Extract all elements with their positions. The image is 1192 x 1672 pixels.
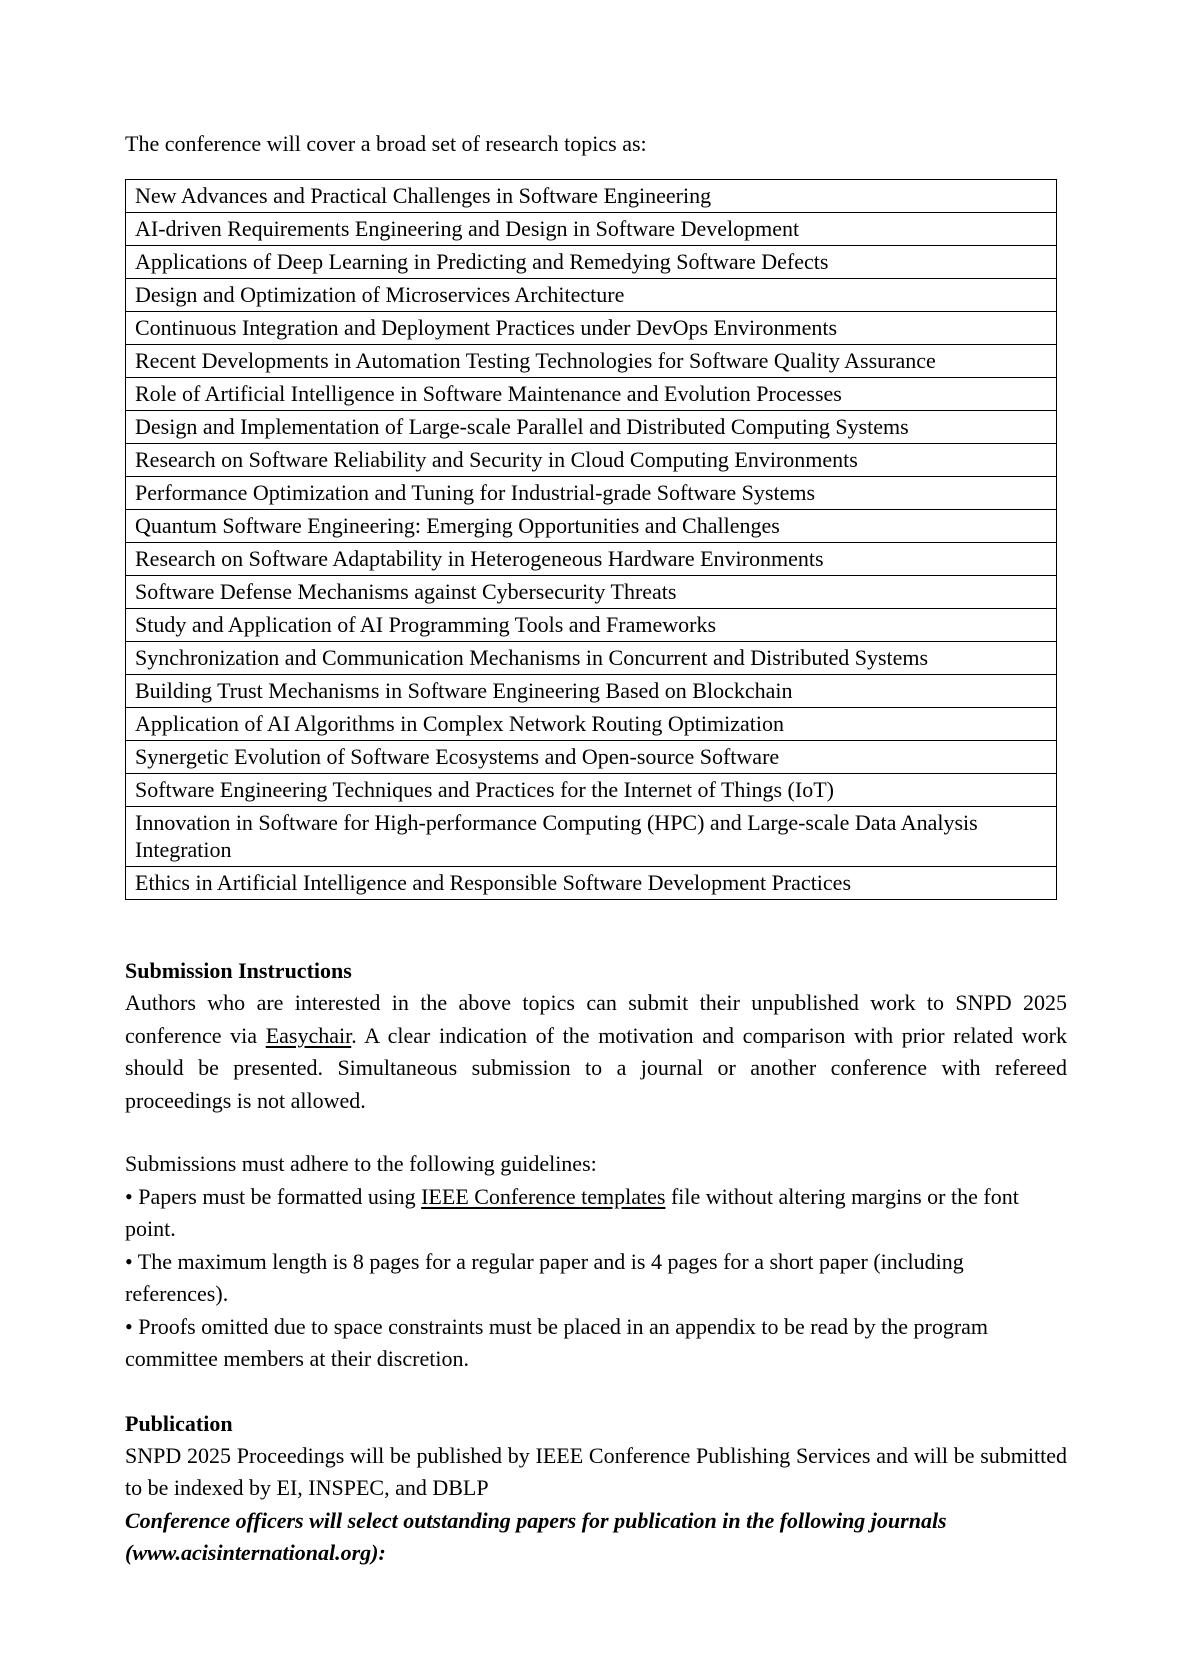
- topic-row: [126, 675, 1057, 708]
- topic-row: [126, 708, 1057, 741]
- topic-cell: Role of Artificial Intelligence in Software Maintenance and Evolution Processes: [126, 378, 1057, 411]
- topic-row: [126, 807, 1057, 867]
- text-segment: Authors who are interested in the above topics can submit their unpublished work to SNPD 2025 conference via: [125, 990, 1067, 1048]
- topic-row: [126, 477, 1057, 510]
- text-segment: . A clear indication of the motivation and comparison with prior related work should be presented. Simultaneous submission to a journal or another conference with refereed proceedings is not allowed.: [125, 1022, 1067, 1113]
- topic-cell: Research on Software Adaptability in Heterogeneous Hardware Environments: [126, 543, 1057, 576]
- topic-cell: Continuous Integration and Deployment Practices under DevOps Environments: [126, 312, 1057, 345]
- topic-cell: Software Defense Mechanisms against Cybersecurity Threats: [126, 576, 1057, 609]
- topic-row: [126, 279, 1057, 312]
- topic-cell: Design and Optimization of Microservices Architecture: [126, 279, 1057, 312]
- topic-row: [126, 867, 1057, 900]
- topic-row: [126, 378, 1057, 411]
- topic-cell: Synergetic Evolution of Software Ecosystems and Open-source Software: [126, 741, 1057, 774]
- topic-row: [126, 411, 1057, 444]
- guideline-item-length: [125, 1246, 1067, 1311]
- topic-row: [126, 774, 1057, 807]
- topic-row: [126, 345, 1057, 378]
- topic-cell: Performance Optimization and Tuning for Industrial-grade Software Systems: [126, 477, 1057, 510]
- topic-cell: Application of AI Algorithms in Complex Network Routing Optimization: [126, 708, 1057, 741]
- text-segment: • The maximum length is 8 pages for a regular paper and is 4 pages for a short paper (including references).: [125, 1248, 964, 1306]
- research-topics-body: [126, 180, 1057, 900]
- topic-cell: Software Engineering Techniques and Practices for the Internet of Things (IoT): [126, 774, 1057, 807]
- topic-row: [126, 444, 1057, 477]
- text-segment: file without altering margins or the font point.: [125, 1183, 1019, 1241]
- ieee-conference-templates-link[interactable]: IEEE Conference templates: [421, 1183, 666, 1209]
- topic-cell: AI-driven Requirements Engineering and Design in Software Development: [126, 213, 1057, 246]
- topic-cell: Design and Implementation of Large-scale Parallel and Distributed Computing Systems: [126, 411, 1057, 444]
- easychair-link[interactable]: Easychair: [265, 1022, 352, 1048]
- topic-row: [126, 213, 1057, 246]
- topic-row: [126, 741, 1057, 774]
- topic-row: [126, 609, 1057, 642]
- submission-paragraph: [125, 987, 1067, 1117]
- topic-cell: Quantum Software Engineering: Emerging Opportunities and Challenges: [126, 510, 1057, 543]
- topic-row: [126, 510, 1057, 543]
- guidelines-intro: Submissions must adhere to the following guidelines:: [125, 1151, 597, 1176]
- publication-paragraph: SNPD 2025 Proceedings will be published by IEEE Conference Publishing Services and will be submitted to be indexed by EI, INSPEC, and DBLP: [125, 1442, 1067, 1500]
- topic-row: [126, 246, 1057, 279]
- journal-selection-note: Conference officers will select outstanding papers for publication in the following journals (www.acisinternational.org):: [125, 1507, 947, 1565]
- topic-cell: Innovation in Software for High-performance Computing (HPC) and Large-scale Data Analysis Integration: [126, 807, 1057, 867]
- topic-row: [126, 180, 1057, 213]
- topic-row: [126, 642, 1057, 675]
- topic-cell: Building Trust Mechanisms in Software Engineering Based on Blockchain: [126, 675, 1057, 708]
- guideline-item-formatting: [125, 1181, 1067, 1246]
- topic-row: [126, 576, 1057, 609]
- topic-cell: Applications of Deep Learning in Predicting and Remedying Software Defects: [126, 246, 1057, 279]
- text-segment: • Proofs omitted due to space constraints must be placed in an appendix to be read by the program committee members at their discretion.: [125, 1313, 989, 1371]
- publication-heading: Publication: [125, 1410, 233, 1436]
- topic-cell: Recent Developments in Automation Testing Technologies for Software Quality Assurance: [126, 345, 1057, 378]
- text-segment: • Papers must be formatted using: [125, 1183, 422, 1209]
- submission-instructions-heading: Submission Instructions: [125, 958, 352, 983]
- research-topics-table: [125, 179, 1057, 900]
- intro-text: The conference will cover a broad set of research topics as:: [125, 131, 647, 156]
- topic-cell: Synchronization and Communication Mechanisms in Concurrent and Distributed Systems: [126, 642, 1057, 675]
- topic-row: [126, 312, 1057, 345]
- guideline-item-proofs: [125, 1311, 1067, 1376]
- topic-cell: Study and Application of AI Programming Tools and Frameworks: [126, 609, 1057, 642]
- topic-cell: New Advances and Practical Challenges in Software Engineering: [126, 180, 1057, 213]
- topic-cell: Ethics in Artificial Intelligence and Responsible Software Development Practices: [126, 867, 1057, 900]
- topic-cell: Research on Software Reliability and Security in Cloud Computing Environments: [126, 444, 1057, 477]
- topic-row: [126, 543, 1057, 576]
